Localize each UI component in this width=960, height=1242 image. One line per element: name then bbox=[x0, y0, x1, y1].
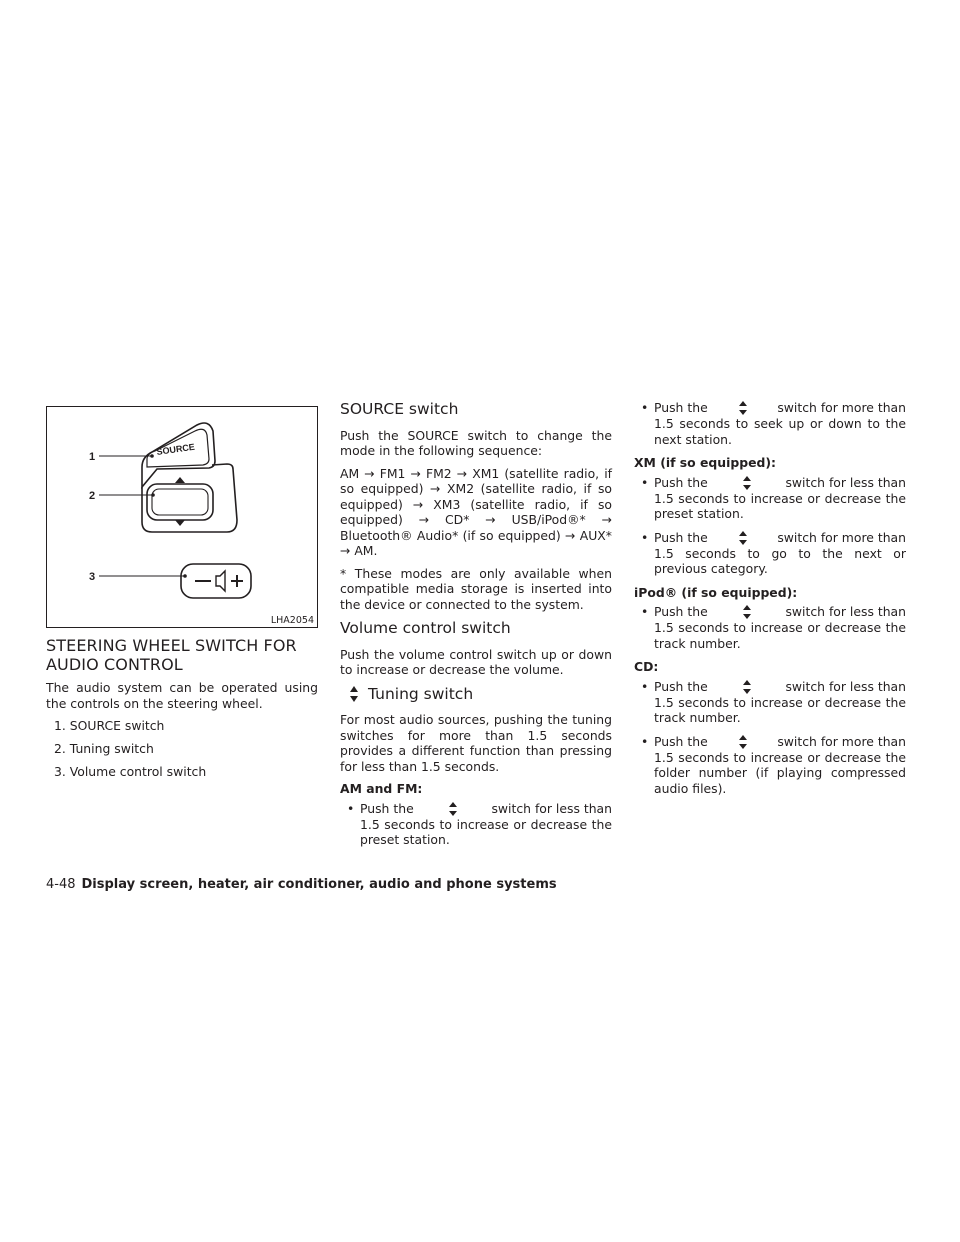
bullet-item bbox=[634, 530, 906, 577]
bullet-dot: • bbox=[641, 733, 649, 749]
ipod-label: iPod® (if so equipped): bbox=[634, 584, 798, 600]
bullet-dot: • bbox=[641, 604, 649, 619]
page-footer bbox=[46, 877, 557, 892]
bullet-lead: Push the bbox=[654, 604, 708, 620]
xm-label: XM (if so equipped): bbox=[634, 455, 776, 470]
up-down-arrows-icon bbox=[737, 530, 749, 546]
bullet-tail: switch for more than bbox=[777, 529, 906, 545]
bullet-item bbox=[634, 679, 906, 726]
bullet-item bbox=[634, 604, 906, 651]
tuning-switch-heading bbox=[340, 685, 612, 704]
switch-diagram bbox=[47, 407, 317, 627]
figure-code: LHA2054 bbox=[268, 614, 317, 628]
bullet-item bbox=[634, 734, 906, 797]
bullet-rest: 1.5 seconds to increase or decrease the preset station. bbox=[654, 490, 906, 521]
list-item: 2. Tuning switch bbox=[54, 741, 154, 757]
up-down-arrows-icon bbox=[741, 604, 753, 620]
bullet-tail: switch for more than bbox=[777, 733, 906, 749]
bullet-dot: • bbox=[641, 474, 649, 490]
cd-label: CD: bbox=[634, 659, 659, 674]
bullet-tail: switch for less than bbox=[491, 801, 612, 817]
mode-sequence: AM → FM1 → FM2 → XM1 (satellite radio, if so equipped) → XM2 (satellite radio, if so equipped) → XM3 (satellite radio, if so equipped) → CD* → USB/iPod®* → Bluetooth® Audio* (if so equipped) → AUX* → AM. bbox=[340, 465, 612, 559]
bullet-tail: switch for more than bbox=[777, 400, 906, 416]
bullet-rest: 1.5 seconds to increase or decrease the track number. bbox=[654, 694, 906, 725]
source-label: SOURCE bbox=[155, 441, 196, 457]
bullet-rest: 1.5 seconds to increase or decrease the folder number (if playing compressed audio files). bbox=[654, 749, 906, 796]
bullet-rest: 1.5 seconds to go to the next or previous category. bbox=[654, 545, 906, 576]
bullet-lead: Push the bbox=[654, 733, 708, 749]
bullet-lead: Push the bbox=[654, 474, 708, 490]
bullet-item bbox=[340, 801, 612, 848]
bullet-rest: 1.5 seconds to increase or decrease the track number. bbox=[654, 620, 906, 651]
callout-3: 3 bbox=[89, 571, 96, 583]
paragraph: Push the SOURCE switch to change the mode in the following sequence: bbox=[340, 427, 612, 459]
bullet-lead: Push the bbox=[654, 678, 708, 694]
bullet-dot: • bbox=[347, 800, 355, 816]
bullet-rest: 1.5 seconds to seek up or down to the next station. bbox=[654, 416, 906, 447]
source-switch-heading: SOURCE switch bbox=[340, 400, 459, 418]
up-down-arrows-icon bbox=[348, 685, 360, 703]
component-list bbox=[46, 718, 318, 780]
callout-1: 1 bbox=[89, 451, 96, 463]
intro-paragraph: The audio system can be operated using the controls on the steering wheel. bbox=[46, 680, 318, 711]
page-number: 4-48 bbox=[46, 877, 76, 892]
bullet-lead: Push the bbox=[360, 801, 414, 817]
up-down-arrows-icon bbox=[737, 400, 749, 416]
footnote: * These modes are only available when compatible media storage is inserted into the device or connected to the system. bbox=[340, 565, 612, 612]
bullet-rest: 1.5 seconds to increase or decrease the preset station. bbox=[360, 816, 612, 848]
section-heading: STEERING WHEEL SWITCH FOR AUDIO CONTROL bbox=[46, 636, 297, 675]
column-1 bbox=[46, 400, 318, 787]
chapter-title: Display screen, heater, air conditioner, audio and phone systems bbox=[81, 877, 557, 892]
am-fm-label: AM and FM: bbox=[340, 781, 423, 797]
up-down-arrows-icon bbox=[447, 801, 459, 817]
bullet-dot: • bbox=[641, 678, 649, 694]
list-item: 1. SOURCE switch bbox=[54, 718, 165, 734]
column-3 bbox=[634, 400, 906, 804]
callout-2: 2 bbox=[89, 490, 96, 502]
up-down-arrows-icon bbox=[741, 475, 753, 491]
steering-switch-illustration bbox=[46, 406, 318, 628]
tuning-heading-label: Tuning switch bbox=[368, 684, 474, 703]
bullet-tail: switch for less than bbox=[785, 678, 906, 694]
paragraph: Push the volume control switch up or down to increase or decrease the volume. bbox=[340, 646, 612, 678]
bullet-dot: • bbox=[641, 529, 649, 545]
bullet-lead: Push the bbox=[654, 400, 708, 416]
bullet-tail: switch for less than bbox=[785, 474, 906, 490]
bullet-dot: • bbox=[641, 400, 649, 415]
volume-switch-heading: Volume control switch bbox=[340, 619, 511, 638]
list-item: 3. Volume control switch bbox=[54, 764, 207, 780]
up-down-arrows-icon bbox=[741, 679, 753, 695]
bullet-item bbox=[634, 475, 906, 522]
paragraph: For most audio sources, pushing the tuning switches for more than 1.5 seconds provides a different function than pressing for less than 1.5 seconds. bbox=[340, 712, 612, 774]
bullet-tail: switch for less than bbox=[785, 604, 906, 620]
up-down-arrows-icon bbox=[737, 734, 749, 750]
column-2 bbox=[340, 400, 612, 856]
bullet-item bbox=[634, 400, 906, 447]
bullet-lead: Push the bbox=[654, 529, 708, 545]
